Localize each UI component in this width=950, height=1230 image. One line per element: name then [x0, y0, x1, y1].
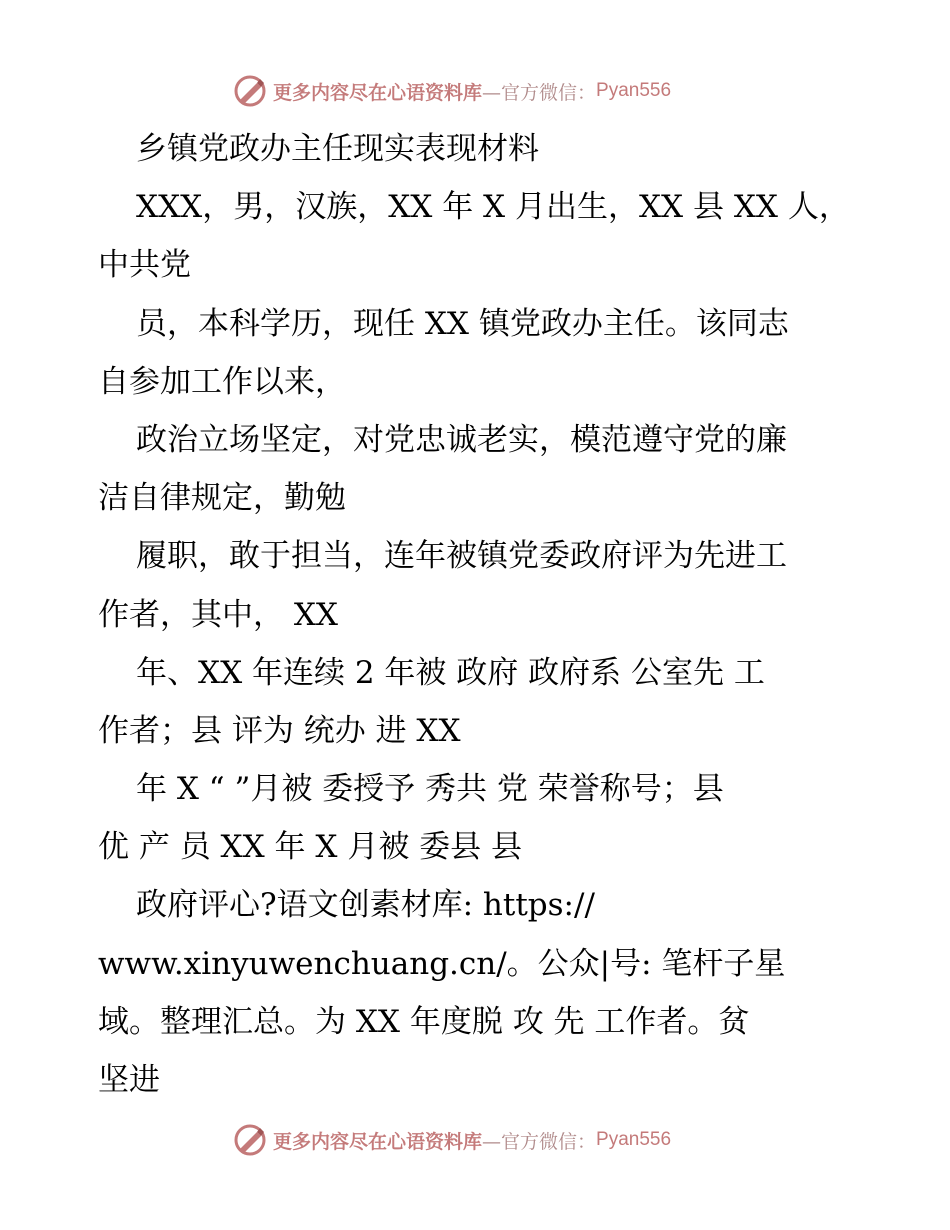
- text-line: 中共党: [98, 247, 191, 284]
- text-line: 作者，其中， XX: [98, 596, 338, 633]
- text-line: 年 X “ ”月被 委授予 秀共 党 荣誉称号；县: [136, 771, 724, 808]
- text-line: www.xinyuwenchuang.cn/。公众|号: 笔杆子星: [98, 945, 786, 982]
- text-line: 洁自律规定，勤勉: [98, 480, 346, 517]
- document-title: 乡镇党政办主任现实表现材料: [136, 131, 539, 167]
- pen-logo-icon: [233, 1123, 267, 1157]
- text-line: 作者；县 评为 统办 进 XX: [98, 712, 461, 749]
- watermark-account: Pyan556: [596, 1129, 672, 1150]
- document-body: [98, 120, 858, 1109]
- text-line: 优 产 员 XX 年 X 月被 委县 县: [98, 829, 523, 866]
- watermark-account: Pyan556: [596, 80, 672, 101]
- text-line: XXX，男，汉族，XX 年 X 月出生，XX 县 XX 人，: [136, 189, 850, 226]
- pen-logo-icon: [233, 74, 267, 108]
- watermark-title: 更多内容尽在心语资料库: [273, 1130, 483, 1153]
- text-line: 自参加工作以来，: [98, 363, 346, 400]
- watermark-banner-bottom: [233, 1122, 671, 1158]
- watermark-title: 更多内容尽在心语资料库: [273, 81, 483, 104]
- text-line: 年、XX 年连续 2 年被 政府 政府系 公室先 工: [136, 654, 765, 691]
- watermark-subtitle: —官方微信：: [482, 1130, 597, 1153]
- watermark-subtitle: —官方微信：: [482, 81, 597, 104]
- text-line: 域。整理汇总。为 XX 年度脱 攻 先 工作者。贫: [98, 1003, 750, 1040]
- text-line: 坚进: [98, 1062, 160, 1098]
- watermark-banner-top: [233, 73, 671, 109]
- text-line: 政府评心?语文创素材库: https://: [136, 887, 595, 924]
- text-line: 履职，敢于担当，连年被镇党委政府评为先进工: [136, 538, 787, 575]
- text-line: 员，本科学历，现任 XX 镇党政办主任。该同志: [136, 305, 789, 342]
- text-line: 政治立场坚定，对党忠诚老实，模范遵守党的廉: [136, 421, 787, 458]
